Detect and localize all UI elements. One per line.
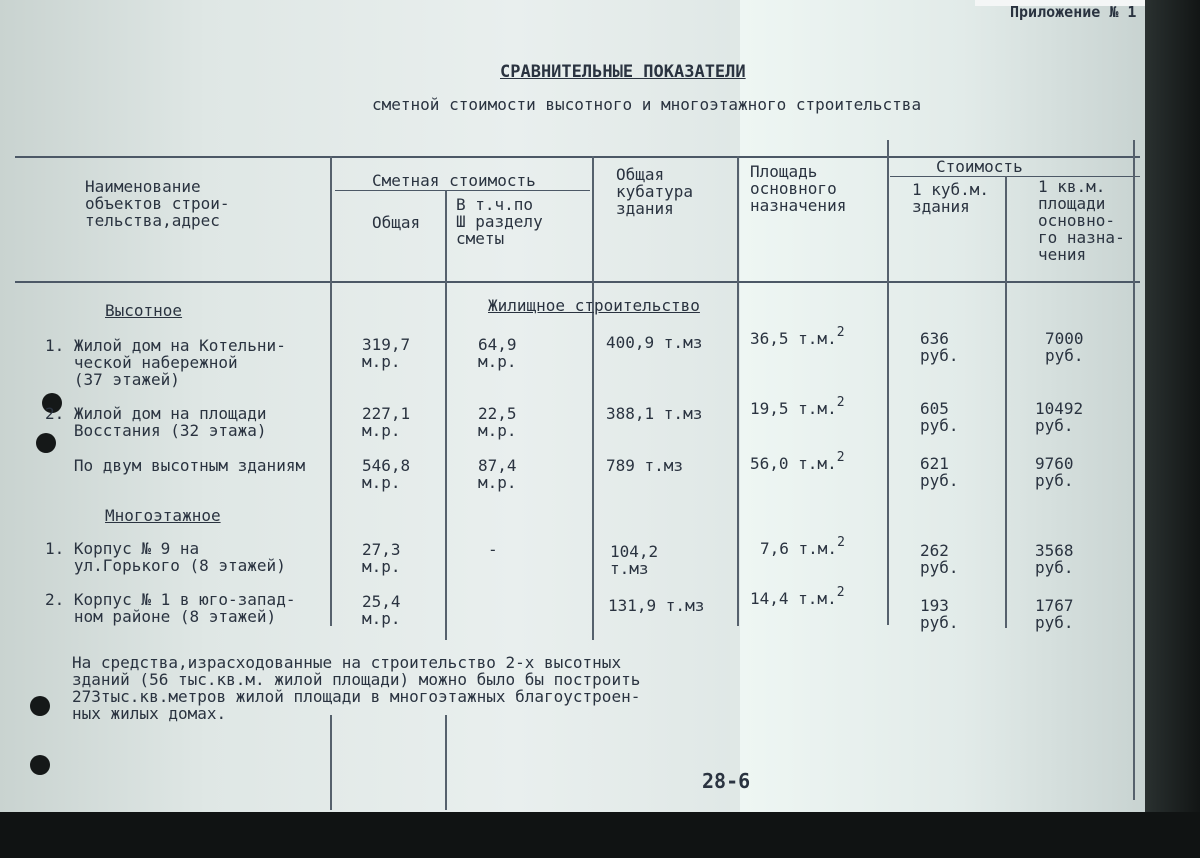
column-line: [592, 156, 594, 640]
row-name: 2. Корпус № 1 в юго-запад- ном районе (8 этажей): [45, 590, 296, 626]
header-per-m3: 1 куб.м. здания: [912, 180, 990, 216]
header-bottom-line: [15, 281, 1140, 283]
appendix-label: Приложение № 1: [1010, 3, 1137, 21]
column-line: [737, 156, 739, 626]
row-area: 36,5 т.м.$^2$: [750, 325, 845, 348]
row-area: 14,4 т.м.$^2$: [750, 585, 845, 608]
estimate-divider-line: [335, 190, 590, 191]
row-section3: 87,4 м.р.: [478, 456, 517, 492]
row-volume: 789 т.мз: [606, 456, 684, 475]
row-total: 319,7 м.р.: [362, 335, 411, 371]
row-volume: 400,9 т.мз: [606, 333, 703, 352]
row-total: 546,8 м.р.: [362, 456, 411, 492]
row-area: 19,5 т.м.$^2$: [750, 395, 845, 418]
row-cost-m3: 605 руб.: [920, 399, 959, 435]
background-bottom: [0, 812, 1200, 858]
page-subtitle: сметной стоимости высотного и многоэтажного строительства: [372, 95, 922, 114]
row-cost-m3: 621 руб.: [920, 454, 959, 490]
row-name: 2. Жилой дом на площади Восстания (32 этажа): [45, 404, 267, 440]
row-total: 27,3 м.р.: [362, 540, 401, 576]
row-cost-m2: 7000 руб.: [1045, 329, 1084, 365]
header-area: Площадь основного назначения: [750, 162, 847, 215]
row-section3: 22,5 м.р.: [478, 404, 517, 440]
header-per-m2: 1 кв.м. площади основно- го назна- чения: [1038, 177, 1125, 264]
row-total: 227,1 м.р.: [362, 404, 411, 440]
column-line: [1133, 140, 1135, 800]
section-multistorey: Многоэтажное: [105, 506, 221, 525]
row-name: По двум высотным зданиям: [45, 456, 306, 475]
header-volume: Общая кубатура здания: [616, 165, 694, 218]
row-name: 1. Корпус № 9 на ул.Горького (8 этажей): [45, 539, 286, 575]
background-edge: [1145, 0, 1200, 812]
footnote: На средства,израсходованные на строительство 2-х высотных зданий (56 тыс.кв.м. жилой площади) можно было бы построить 273тыс.кв.метров жилой площади в многоэтажных благоустроен- ных жилых домах.: [72, 653, 641, 723]
column-line: [1005, 176, 1007, 628]
row-cost-m2: 10492 руб.: [1035, 399, 1084, 435]
row-cost-m2: 3568 руб.: [1035, 541, 1074, 577]
row-cost-m3: 193 руб.: [920, 596, 959, 632]
row-area: 7,6 т.м.$^2$: [760, 535, 845, 558]
punch-hole: [30, 696, 50, 716]
punch-hole: [30, 755, 50, 775]
column-line-lower: [330, 715, 332, 810]
page-title: СРАВНИТЕЛЬНЫЕ ПОКАЗАТЕЛИ: [500, 62, 746, 82]
row-section3: -: [488, 540, 498, 559]
row-total: 25,4 м.р.: [362, 592, 401, 628]
row-cost-m2: 1767 руб.: [1035, 596, 1074, 632]
column-line: [887, 140, 889, 625]
section-highrise: Высотное: [105, 301, 183, 320]
row-volume: 131,9 т.мз: [608, 596, 705, 615]
header-cost: Стоимость: [936, 157, 1023, 176]
row-area: 56,0 т.м.$^2$: [750, 450, 845, 473]
row-cost-m2: 9760 руб.: [1035, 454, 1074, 490]
page-number: 28-6: [702, 769, 751, 793]
row-cost-m3: 636 руб.: [920, 329, 959, 365]
header-estimate-cost: Сметная стоимость: [372, 171, 536, 190]
section-residential: Жилищное строительство: [488, 296, 700, 315]
column-line: [330, 156, 332, 626]
row-volume: 104,2 т.мз: [610, 542, 659, 578]
row-name: 1. Жилой дом на Котельни- ческой набережной (37 этажей): [45, 336, 286, 389]
row-volume: 388,1 т.мз: [606, 404, 703, 423]
row-section3: 64,9 м.р.: [478, 335, 517, 371]
header-name: Наименование объектов строи- тельства,адрес: [85, 177, 230, 230]
header-section3: В т.ч.по Ш разделу сметы: [456, 195, 543, 248]
header-total: Общая: [372, 213, 421, 232]
row-cost-m3: 262 руб.: [920, 541, 959, 577]
column-line: [445, 190, 447, 640]
column-line-lower: [445, 715, 447, 810]
